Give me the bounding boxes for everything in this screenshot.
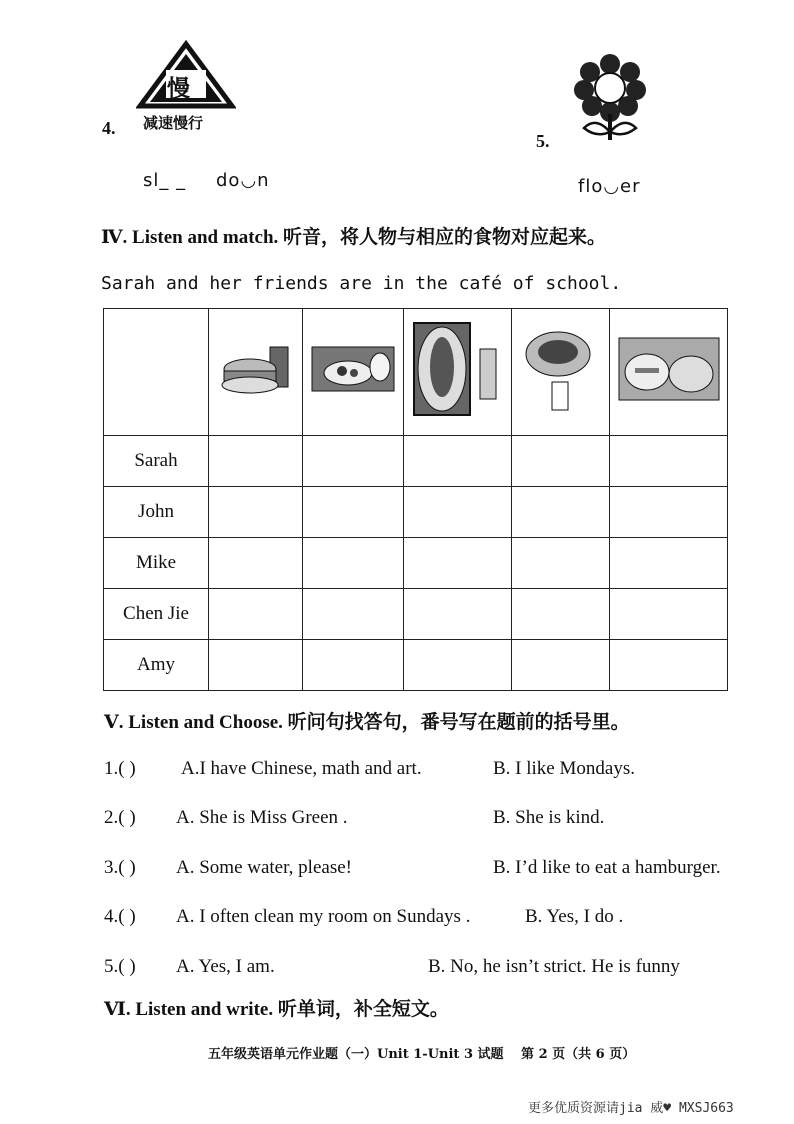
section-5-title-cn: 听问句找答句，番号写在题前的括号里。 xyxy=(287,711,630,733)
section-4-title-en: Ⅳ. Listen and match. xyxy=(101,227,279,248)
question-2-option-b: B. She is kind. xyxy=(493,807,605,828)
salad-plate-icon xyxy=(308,337,398,401)
question-5-number: 5.( ) xyxy=(104,956,136,977)
section-6-title xyxy=(104,994,449,1021)
flower-image xyxy=(572,52,648,144)
noodle-bowl-water-icon xyxy=(516,324,606,414)
question-2-number: 2.( ) xyxy=(104,807,136,828)
page-footer: 五年级英语单元作业题（一）Unit 1-Unit 3 试题 第 2 页（共 6 页） xyxy=(208,1047,636,1062)
food-picture-2 xyxy=(303,309,404,436)
question-2-option-a: A. She is Miss Green . xyxy=(176,807,348,828)
question-5-option-a: A. Yes, I am. xyxy=(176,956,275,977)
sign-character: 慢 xyxy=(167,76,190,102)
question-3-option-b: B. I’d like to eat a hamburger. xyxy=(493,857,721,878)
name-cell: John xyxy=(104,487,209,538)
food-picture-1 xyxy=(209,309,303,436)
watermark-text: 更多优质资源请jia 威♥ MXSJ663 xyxy=(528,1101,734,1116)
hamburger-drink-icon xyxy=(216,339,296,399)
fish-plate-icon xyxy=(410,319,506,419)
match-table xyxy=(103,308,728,691)
question-4-number: 4. xyxy=(102,118,116,138)
blank-word-2: do◡n xyxy=(216,170,270,191)
question-1-number: 1.( ) xyxy=(104,758,136,779)
blank-word-3: flo◡er xyxy=(578,176,641,197)
name-cell: Sarah xyxy=(104,436,209,487)
question-4-number: 4.( ) xyxy=(104,906,136,927)
section-5-title xyxy=(104,707,630,734)
question-3-number: 3.( ) xyxy=(104,857,136,878)
question-3-option-a: A. Some water, please! xyxy=(176,857,352,878)
question-4-option-b: B. Yes, I do . xyxy=(525,906,624,927)
name-cell: Chen Jie xyxy=(104,589,209,640)
question-5-option-b: B. No, he isn’t strict. He is funny xyxy=(428,956,680,977)
section-4-intro: Sarah and her friends are in the café of school. xyxy=(101,273,622,294)
food-picture-4 xyxy=(512,309,610,436)
section-6-title-en: Ⅵ. Listen and write. xyxy=(104,999,274,1020)
corner-cell xyxy=(104,309,209,436)
blank-word-1: sl_ _ xyxy=(143,170,187,191)
section-5-title-en: Ⅴ. Listen and Choose. xyxy=(104,712,283,733)
sign-caption: 减速慢行 xyxy=(143,114,204,132)
question-4-option-a: A. I often clean my room on Sundays . xyxy=(176,906,471,927)
question-1-option-a: A.I have Chinese, math and art. xyxy=(181,758,422,779)
rice-dishes-icon xyxy=(617,334,721,404)
question-1-option-b: B. I like Mondays. xyxy=(493,758,635,779)
section-4-title-cn: 听音，将人物与相应的食物对应起来。 xyxy=(283,226,607,248)
question-5-number: 5. xyxy=(536,131,550,151)
name-cell: Amy xyxy=(104,640,209,691)
section-6-title-cn: 听单词，补全短文。 xyxy=(277,998,449,1020)
section-4-title xyxy=(101,222,606,249)
food-picture-5 xyxy=(610,309,728,436)
food-picture-3 xyxy=(404,309,512,436)
name-cell: Mike xyxy=(104,538,209,589)
